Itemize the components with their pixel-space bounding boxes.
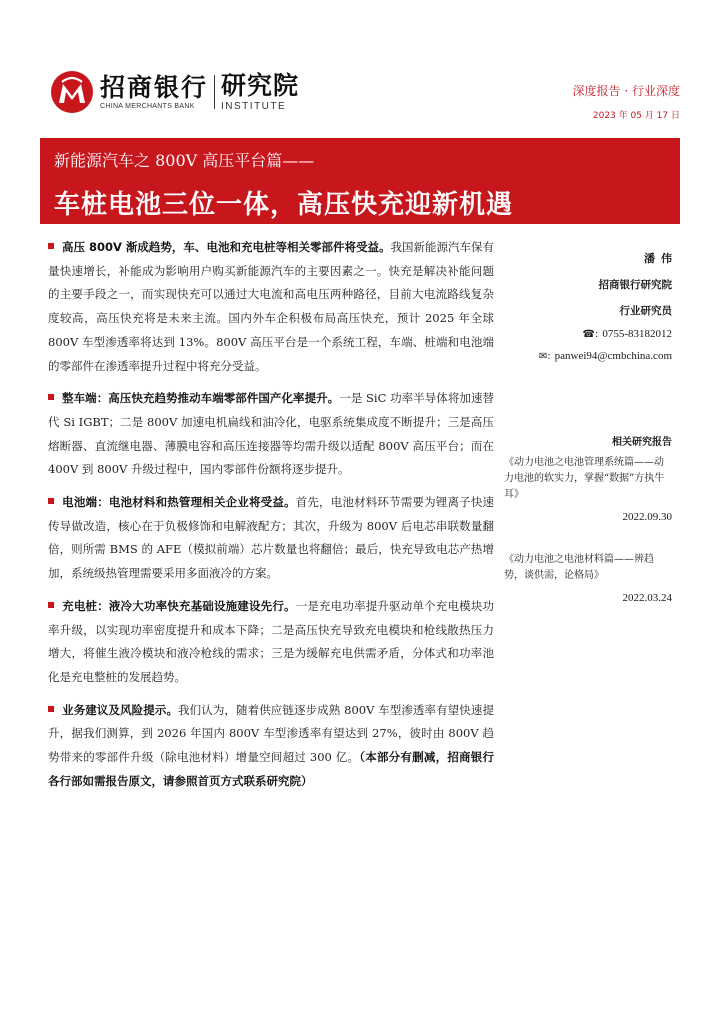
bullet-icon <box>48 602 54 608</box>
bank-name-en: CHINA MERCHANTS BANK <box>100 103 195 110</box>
page-header <box>50 70 680 120</box>
title-banner <box>40 138 680 224</box>
logo <box>50 70 299 114</box>
analyst-phone: 0755-83182012 <box>602 328 672 340</box>
paragraph-lead: 业务建议及风险提示。 <box>62 702 179 717</box>
summary-paragraph <box>48 491 494 586</box>
analyst-title: 行业研究员 <box>619 305 672 317</box>
bullet-icon <box>48 243 54 249</box>
report-subtitle: 新能源汽车之 800V 高压平台篇—— <box>54 151 315 170</box>
phone-icon: ☎: <box>582 328 599 340</box>
bank-name: 招商银行 <box>100 73 209 102</box>
email-row <box>504 350 672 362</box>
analyst-email[interactable]: panwei94@cmbchina.com <box>554 350 672 362</box>
analyst-panel <box>504 250 678 362</box>
logo-divider <box>214 75 215 109</box>
summary-paragraph <box>48 595 494 690</box>
related-report-title: 《动力电池之电池材料篇——辨趋势，谈供需，论格局》 <box>504 554 654 581</box>
bullet-icon <box>48 706 54 712</box>
institute-name: 研究院 <box>221 71 300 100</box>
phone-row <box>504 328 672 340</box>
report-date: 2023 年 05 月 17 日 <box>592 111 680 121</box>
paragraph-lead: 充电桩：液冷大功率快充基础设施建设先行。 <box>62 598 296 613</box>
paragraph-lead: 高压 800V 渐成趋势，车、电池和充电桩等相关零部件将受益。 <box>62 240 391 254</box>
paragraph-text: 一是充电功率提升驱动单个充电模块功率升级，以实现功率密度提升和成本下降；二是高压快充导致充电模块和枪线散热压力增大，将催生液冷模块和液冷枪线的需求；三是为缓解充电供需矛盾，分体式和功率池化是充电整桩的发展趋势。 <box>48 598 494 684</box>
analyst-name: 潘伟 <box>644 252 678 265</box>
paragraph-text: 一是 SiC 功率半导体将加速替代 Si IGBT；二是 800V 加速电机扁线和油冷化，电驱系统集成度不断提升；三是高压熔断器、直流继电器、薄膜电容和高压连接器等均需升级以适配 800V 高压平台；而在 400V 到 800V 升级过程中，国内零部件份额将逐步提升。 <box>48 391 494 477</box>
related-reports-heading: 相关研究报告 <box>612 437 672 448</box>
bullet-icon <box>48 394 54 400</box>
paragraph-lead: 电池端：电池材料和热管理相关企业将受益。 <box>62 495 296 510</box>
report-title: 车桩电池三位一体，高压快充迎新机遇 <box>54 190 514 220</box>
summary-paragraph <box>48 387 494 482</box>
summary-paragraph <box>48 236 494 378</box>
paragraph-lead: 整车端：高压快充趋势推动车端零部件国产化率提升。 <box>62 391 340 406</box>
related-report-item[interactable] <box>504 552 672 604</box>
related-report-item[interactable] <box>504 455 672 523</box>
analyst-org: 招商银行研究院 <box>598 279 672 291</box>
report-type: 深度报告 · 行业深度 <box>572 84 680 98</box>
related-report-date: 2022.03.24 <box>622 592 672 604</box>
cmb-logo-icon <box>50 70 94 114</box>
institute-name-en: INSTITUTE <box>221 101 287 112</box>
summary-body <box>48 236 494 802</box>
summary-paragraph <box>48 699 494 794</box>
paragraph-note: （本部分有删减，招商银行各行部如需报告原文，请参照首页方式联系研究院） <box>48 750 495 788</box>
paragraph-text: 我们认为，随着供应链逐步成熟 800V 车型渗透率有望快速提升，据我们测算，到 2026 年国内 800V 车型渗透率有望达到 27%，彼时由 800V 趋势带来的零部件升级（除电池材料）增量空间超过 300 亿。 <box>48 702 494 765</box>
related-report-title: 《动力电池之电池管理系统篇——动力电池的软实力，掌握“数据”方执牛耳》 <box>504 457 665 500</box>
paragraph-text: 我国新能源汽车保有量快速增长，补能成为影响用户购买新能源汽车的主要因素之一。快充是解决补能问题的主要手段之一，而实现快充可以通过大电流和高电压两种路径，目前大电流路线复杂度较高，高压快充将是未来主流。国内外车企积极布局高压快充，预计 2025 年全球 800V 车型渗透率将达到 13%。800V 高压平台是一个系统工程，车端、桩端和电池端的零部件在渗透率提升过程中将充分受益。 <box>48 240 495 373</box>
paragraph-text: 首先，电池材料环节需要为锂离子快速传导做改造，核心在于负极修饰和电解液配方；其次，升级为 800V 后电芯串联数量翻倍，则所需 BMS 的 AFE（模拟前端）芯片数量也将翻倍；最后，快充导致电芯产热增加，系统级热管理需要采用多面液冷的方案。 <box>48 495 494 581</box>
email-icon: ✉: <box>538 350 551 362</box>
bullet-icon <box>48 498 54 504</box>
related-report-date: 2022.09.30 <box>622 511 672 523</box>
